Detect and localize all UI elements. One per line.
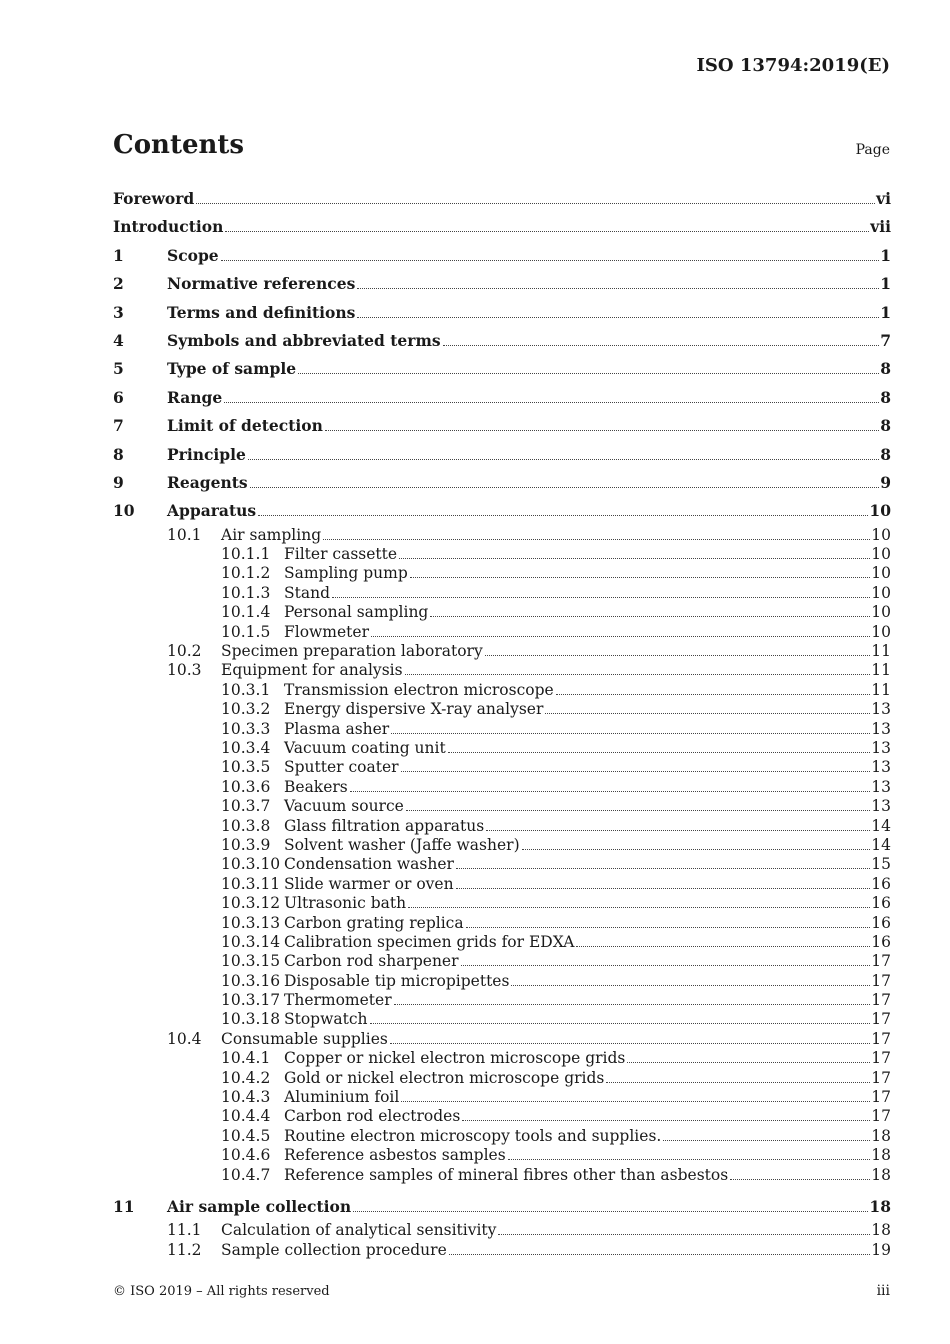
toc-entry-title: Thermometer	[284, 991, 392, 1010]
toc-entry-title: Terms and definitions	[167, 302, 356, 322]
toc-entry-number: 10.1.4	[221, 603, 271, 622]
toc-entry-number: 10.3.11	[221, 874, 281, 893]
toc-dot-leader	[522, 849, 871, 850]
toc-entry-title: Reagents	[167, 472, 248, 492]
toc-entry-title: Slide warmer or oven	[284, 874, 454, 893]
toc-dot-leader	[430, 616, 870, 617]
toc-entry-number: 10.2	[167, 642, 202, 661]
toc-entry-number: 11.2	[167, 1240, 202, 1259]
toc-entry-number: 11.1	[167, 1221, 202, 1240]
toc-entry-title: Limit of detection	[167, 416, 323, 436]
toc-entry[interactable]	[113, 469, 891, 497]
toc-dot-leader	[401, 771, 871, 772]
toc-entry-number: 10.3.8	[221, 816, 271, 835]
toc-entry-title: Apparatus	[167, 501, 257, 521]
toc-entry-page: 10	[871, 545, 891, 564]
toc-dot-leader	[462, 1120, 870, 1121]
toc-entry[interactable]	[113, 497, 891, 525]
toc-entry[interactable]	[113, 545, 891, 564]
copyright-notice: © ISO 2019 – All rights reserved	[113, 1284, 330, 1299]
toc-entry-page: 13	[871, 797, 891, 816]
toc-entry[interactable]	[113, 797, 891, 816]
toc-entry-title: Copper or nickel electron microscope grids	[284, 1049, 626, 1068]
toc-dot-leader	[332, 597, 870, 598]
toc-entry-number: 8	[113, 444, 124, 464]
toc-dot-leader	[410, 577, 871, 578]
toc-dot-leader	[325, 430, 879, 431]
toc-entry-page: 18	[871, 1221, 891, 1240]
toc-entry[interactable]	[113, 270, 891, 298]
toc-entry-title: Air sample collection	[167, 1196, 352, 1216]
toc-entry[interactable]	[113, 661, 891, 680]
toc-entry-title: Carbon rod sharpener	[284, 952, 459, 971]
toc-entry-page: 13	[871, 700, 891, 719]
toc-entry-title: Calibration specimen grids for EDXA	[284, 932, 575, 951]
table-of-contents	[113, 185, 891, 1260]
toc-entry[interactable]	[113, 603, 891, 622]
toc-entry-number: 10.4.1	[221, 1049, 271, 1068]
toc-dot-leader	[606, 1082, 870, 1083]
toc-entry-title: Normative references	[167, 274, 356, 294]
toc-dot-leader	[196, 203, 875, 204]
toc-entry[interactable]	[113, 412, 891, 440]
toc-gap	[113, 1185, 891, 1193]
toc-dot-leader	[449, 1254, 871, 1255]
toc-entry[interactable]	[113, 642, 891, 661]
toc-entry-number: 10.3.10	[221, 855, 281, 874]
toc-dot-leader	[627, 1062, 870, 1063]
toc-entry-number: 10.3.14	[221, 932, 281, 951]
toc-entry-number: 10.3.18	[221, 1010, 281, 1029]
toc-entry-page: 18	[869, 1196, 891, 1216]
toc-entry[interactable]	[113, 1127, 891, 1146]
toc-entry-page: vii	[870, 217, 891, 237]
toc-entry[interactable]	[113, 441, 891, 469]
toc-entry-page: 11	[871, 680, 891, 699]
toc-dot-leader	[371, 636, 870, 637]
toc-entry-number: 10.1.5	[221, 622, 271, 641]
toc-entry-title: Carbon grating replica	[284, 913, 464, 932]
toc-entry[interactable]	[113, 327, 891, 355]
toc-entry[interactable]	[113, 972, 891, 991]
toc-dot-leader	[370, 1023, 871, 1024]
toc-entry-page: 17	[871, 1088, 891, 1107]
toc-entry[interactable]	[113, 875, 891, 894]
toc-entry[interactable]	[113, 1088, 891, 1107]
toc-entry-number: 2	[113, 274, 124, 294]
toc-entry-number: 10.3.12	[221, 894, 281, 913]
toc-entry[interactable]	[113, 185, 891, 213]
toc-entry[interactable]	[113, 817, 891, 836]
toc-entry-number: 10.3.15	[221, 952, 281, 971]
toc-dot-leader	[498, 1234, 870, 1235]
toc-dot-leader	[485, 655, 871, 656]
toc-entry-title: Carbon rod electrodes	[284, 1107, 461, 1126]
toc-dot-leader	[456, 868, 870, 869]
toc-entry-number: 9	[113, 472, 124, 492]
toc-entry-number: 10.3.13	[221, 913, 281, 932]
toc-entry-page: 17	[871, 1029, 891, 1048]
toc-dot-leader	[448, 752, 871, 753]
toc-entry-page: 8	[880, 416, 891, 436]
toc-entry-title: Ultrasonic bath	[284, 894, 407, 913]
page-title: Contents	[113, 130, 245, 160]
toc-entry-number: 7	[113, 416, 124, 436]
toc-entry-title: Filter cassette	[284, 545, 398, 564]
toc-entry[interactable]	[113, 1241, 891, 1260]
toc-entry-page: 16	[871, 932, 891, 951]
toc-dot-leader	[466, 927, 871, 928]
toc-entry-page: 13	[871, 777, 891, 796]
toc-entry-page: 14	[871, 816, 891, 835]
toc-dot-leader	[394, 1004, 871, 1005]
toc-entry-title: Stand	[284, 583, 330, 602]
toc-dot-leader	[461, 965, 871, 966]
toc-entry-number: 10.4.2	[221, 1068, 271, 1087]
toc-entry-page: 18	[871, 1146, 891, 1165]
toc-entry-page: 10	[869, 501, 891, 521]
toc-entry-title: Plasma asher	[284, 719, 390, 738]
toc-entry-page: 10	[871, 603, 891, 622]
toc-entry[interactable]	[113, 894, 891, 913]
toc-dot-leader	[405, 674, 871, 675]
toc-entry[interactable]	[113, 355, 891, 383]
toc-entry-number: 10.1.1	[221, 545, 271, 564]
toc-entry-title: Reference samples of mineral fibres other than asbestos	[284, 1165, 729, 1184]
toc-entry-page: 10	[871, 525, 891, 544]
toc-entry-page: 11	[871, 642, 891, 661]
toc-entry-title: Type of sample	[167, 359, 297, 379]
toc-entry-number: 10.3.17	[221, 991, 281, 1010]
toc-entry[interactable]	[113, 700, 891, 719]
toc-entry[interactable]	[113, 991, 891, 1010]
toc-dot-leader	[556, 694, 871, 695]
toc-entry[interactable]	[113, 933, 891, 952]
toc-entry-title: Stopwatch	[284, 1010, 368, 1029]
toc-entry-page: 8	[880, 444, 891, 464]
toc-entry-page: 13	[871, 758, 891, 777]
toc-entry-title: Consumable supplies	[221, 1029, 388, 1048]
toc-entry-title: Sampling pump	[284, 564, 408, 583]
toc-dot-leader	[323, 539, 870, 540]
toc-entry-number: 10.1.2	[221, 564, 271, 583]
page-column-label: Page	[855, 142, 890, 158]
toc-entry-number: 5	[113, 359, 124, 379]
toc-entry-number: 11	[113, 1196, 135, 1216]
toc-entry[interactable]	[113, 564, 891, 583]
toc-entry-number: 10.1.3	[221, 583, 271, 602]
toc-dot-leader	[391, 733, 870, 734]
toc-entry-number: 10.4	[167, 1029, 202, 1048]
toc-dot-leader	[248, 459, 879, 460]
toc-entry-page: 9	[880, 472, 891, 492]
toc-dot-leader	[663, 1140, 870, 1141]
toc-dot-leader	[221, 260, 880, 261]
toc-dot-leader	[408, 907, 870, 908]
toc-entry[interactable]	[113, 584, 891, 603]
toc-entry-title: Routine electron microscopy tools and supplies.	[284, 1126, 662, 1145]
toc-entry-title: Condensation washer	[284, 855, 454, 874]
toc-entry[interactable]	[113, 526, 891, 545]
toc-entry[interactable]	[113, 242, 891, 270]
toc-dot-leader	[298, 373, 879, 374]
toc-entry[interactable]	[113, 1030, 891, 1049]
toc-dot-leader	[730, 1179, 870, 1180]
toc-entry[interactable]	[113, 1069, 891, 1088]
toc-entry[interactable]	[113, 1193, 891, 1221]
toc-entry-page: 1	[880, 245, 891, 265]
toc-dot-leader	[258, 515, 868, 516]
toc-dot-leader	[443, 345, 880, 346]
toc-dot-leader	[576, 946, 870, 947]
toc-entry-title: Air sampling	[221, 525, 322, 544]
toc-entry-title: Sputter coater	[284, 758, 399, 777]
document-id: ISO 13794:2019(E)	[696, 55, 890, 76]
toc-entry-number: 10.3.7	[221, 797, 271, 816]
toc-entry-title: Specimen preparation laboratory	[221, 642, 483, 661]
toc-entry[interactable]	[113, 914, 891, 933]
toc-entry-number: 10.4.3	[221, 1088, 271, 1107]
toc-entry-page: 17	[871, 952, 891, 971]
toc-entry[interactable]	[113, 1221, 891, 1240]
toc-entry-title: Calculation of analytical sensitivity	[221, 1221, 497, 1240]
toc-entry-number: 10.3.4	[221, 738, 271, 757]
toc-entry-title: Vacuum source	[284, 797, 404, 816]
toc-entry-number: 10.3.2	[221, 700, 271, 719]
toc-entry-page: 13	[871, 719, 891, 738]
toc-entry[interactable]	[113, 1010, 891, 1029]
toc-entry-number: 3	[113, 302, 124, 322]
toc-entry-number: 10	[113, 501, 135, 521]
toc-entry-page: 17	[871, 1049, 891, 1068]
toc-dot-leader	[511, 985, 870, 986]
toc-entry[interactable]	[113, 1049, 891, 1068]
toc-entry[interactable]	[113, 739, 891, 758]
toc-entry-number: 1	[113, 245, 124, 265]
toc-entry-page: 11	[871, 661, 891, 680]
toc-entry[interactable]	[113, 836, 891, 855]
toc-entry[interactable]	[113, 1107, 891, 1126]
toc-dot-leader	[406, 810, 870, 811]
toc-dot-leader	[401, 1101, 870, 1102]
toc-entry-title: Range	[167, 387, 223, 407]
toc-entry-number: 10.3.16	[221, 971, 281, 990]
toc-entry-page: 18	[871, 1165, 891, 1184]
toc-entry-page: 17	[871, 991, 891, 1010]
toc-entry-page: 16	[871, 874, 891, 893]
toc-entry-number: 10.3	[167, 661, 202, 680]
toc-entry-page: 10	[871, 583, 891, 602]
toc-dot-leader	[250, 487, 880, 488]
toc-entry-title: Transmission electron microscope	[284, 680, 554, 699]
toc-entry-page: 10	[871, 622, 891, 641]
toc-entry-number: 10.1	[167, 525, 202, 544]
toc-entry-page: 8	[880, 387, 891, 407]
toc-entry-page: 19	[871, 1240, 891, 1259]
toc-entry-page: 17	[871, 1010, 891, 1029]
toc-dot-leader	[456, 888, 871, 889]
toc-dot-leader	[486, 830, 870, 831]
toc-entry-page: 1	[880, 302, 891, 322]
toc-dot-leader	[390, 1043, 870, 1044]
toc-entry-title: Vacuum coating unit	[284, 738, 446, 757]
toc-entry[interactable]	[113, 952, 891, 971]
toc-entry-number: 10.3.1	[221, 680, 271, 699]
toc-dot-leader	[350, 791, 871, 792]
toc-entry-title: Principle	[167, 444, 246, 464]
toc-entry-number: 10.3.3	[221, 719, 271, 738]
toc-dot-leader	[399, 558, 870, 559]
toc-entry-page: 16	[871, 913, 891, 932]
toc-entry-title: Gold or nickel electron microscope grids	[284, 1068, 605, 1087]
toc-entry-page: 18	[871, 1126, 891, 1145]
toc-entry-page: 17	[871, 1107, 891, 1126]
toc-entry-title: Equipment for analysis	[221, 661, 403, 680]
toc-entry-number: 10.3.9	[221, 835, 271, 854]
toc-entry[interactable]	[113, 1146, 891, 1165]
toc-entry-number: 10.4.5	[221, 1126, 271, 1145]
toc-entry-number: 10.4.4	[221, 1107, 271, 1126]
toc-entry[interactable]	[113, 299, 891, 327]
toc-entry[interactable]	[113, 384, 891, 412]
toc-entry[interactable]	[113, 1166, 891, 1185]
toc-entry[interactable]	[113, 681, 891, 700]
toc-entry-page: 1	[880, 274, 891, 294]
toc-entry[interactable]	[113, 213, 891, 241]
toc-dot-leader	[353, 1211, 868, 1212]
toc-entry-number: 10.4.6	[221, 1146, 271, 1165]
toc-dot-leader	[357, 317, 879, 318]
toc-entry[interactable]	[113, 778, 891, 797]
toc-entry[interactable]	[113, 855, 891, 874]
page-number: iii	[876, 1283, 890, 1299]
toc-entry-title: Reference asbestos samples	[284, 1146, 506, 1165]
toc-entry-page: 17	[871, 1068, 891, 1087]
toc-entry-page: 13	[871, 738, 891, 757]
toc-dot-leader	[357, 288, 879, 289]
toc-entry[interactable]	[113, 758, 891, 777]
toc-entry-title: Beakers	[284, 777, 348, 796]
toc-entry-title: Disposable tip micropipettes	[284, 971, 510, 990]
toc-entry-title: Sample collection procedure	[221, 1240, 447, 1259]
toc-entry[interactable]	[113, 720, 891, 739]
toc-entry-page: 14	[871, 835, 891, 854]
toc-entry-title: Symbols and abbreviated terms	[167, 330, 441, 350]
toc-entry-page: 10	[871, 564, 891, 583]
toc-entry-page: vi	[876, 189, 891, 208]
toc-entry-title: Energy dispersive X-ray analyser	[284, 700, 544, 719]
toc-dot-leader	[225, 231, 869, 232]
toc-entry-number: 4	[113, 330, 124, 350]
toc-entry-title: Solvent washer (Jaffe washer)	[284, 835, 520, 854]
toc-entry-title: Aluminium foil	[284, 1088, 400, 1107]
toc-dot-leader	[224, 402, 879, 403]
toc-entry-number: 6	[113, 387, 124, 407]
toc-entry-number: 10.4.7	[221, 1165, 271, 1184]
toc-entry[interactable]	[113, 623, 891, 642]
toc-entry-title: Flowmeter	[284, 622, 369, 641]
toc-dot-leader	[508, 1159, 871, 1160]
toc-entry-title: Introduction	[113, 217, 224, 237]
toc-entry-page: 16	[871, 894, 891, 913]
toc-entry-title: Scope	[167, 245, 219, 265]
toc-entry-page: 15	[871, 855, 891, 874]
toc-entry-title: Personal sampling	[284, 603, 429, 622]
toc-entry-number: 10.3.6	[221, 777, 271, 796]
toc-entry-number: 10.3.5	[221, 758, 271, 777]
toc-entry-title: Glass filtration apparatus	[284, 816, 485, 835]
toc-entry-title: Foreword	[113, 189, 195, 208]
toc-entry-page: 8	[880, 359, 891, 379]
toc-entry-page: 7	[880, 330, 891, 350]
toc-dot-leader	[545, 713, 870, 714]
toc-entry-page: 17	[871, 971, 891, 990]
